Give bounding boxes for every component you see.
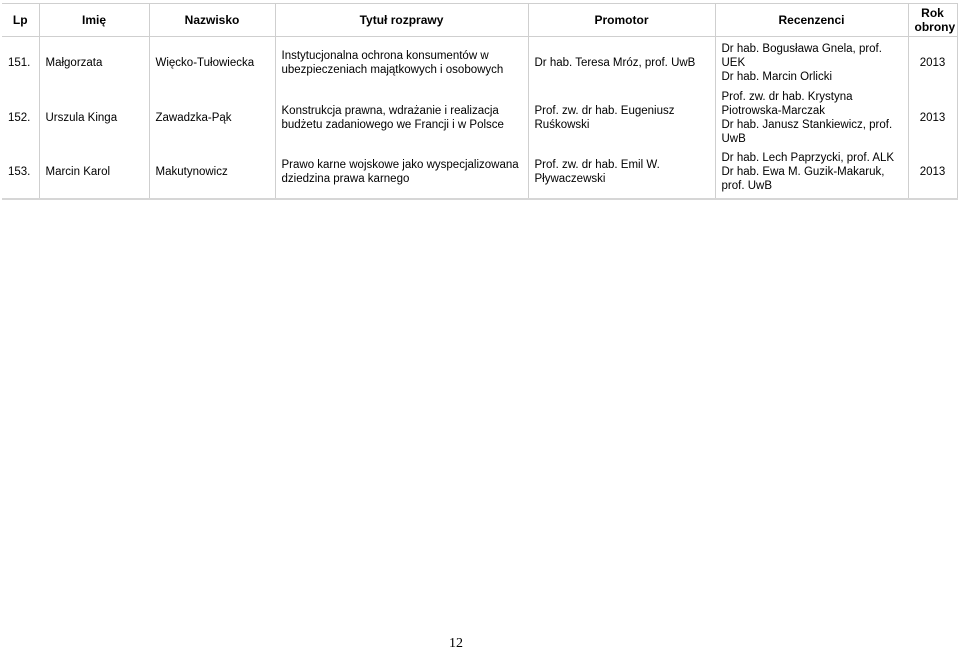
cell-recenzenci bbox=[715, 90, 908, 146]
header-rok-line2: obrony bbox=[914, 20, 956, 34]
reviewer: Dr hab. Janusz Stankiewicz, prof. UwB bbox=[721, 118, 893, 145]
cell-promotor: Prof. zw. dr hab. Emil W. Pływaczewski bbox=[528, 146, 715, 199]
cell-imie: Marcin Karol bbox=[39, 146, 149, 199]
header-promotor: Promotor bbox=[528, 4, 715, 37]
table-row bbox=[2, 146, 957, 199]
cell-promotor: Dr hab. Teresa Mróz, prof. UwB bbox=[528, 37, 715, 90]
header-rok-line1: Rok bbox=[921, 6, 944, 20]
reviewer: Dr hab. Ewa M. Guzik-Makaruk, prof. UwB bbox=[721, 165, 885, 192]
header-row bbox=[2, 4, 957, 37]
cell-recenzenci bbox=[715, 146, 908, 199]
cell-lp: 152. bbox=[2, 90, 39, 146]
header-tytul: Tytuł rozprawy bbox=[275, 4, 528, 37]
cell-rok: 2013 bbox=[908, 37, 957, 90]
header-lp: Lp bbox=[2, 4, 39, 37]
header-recenzenci: Recenzenci bbox=[715, 4, 908, 37]
cell-tytul: Prawo karne wojskowe jako wyspecjalizowana dziedzina prawa karnego bbox=[275, 146, 528, 199]
header-imie: Imię bbox=[39, 4, 149, 37]
cell-rok: 2013 bbox=[908, 146, 957, 199]
reviewer: Dr hab. Lech Paprzycki, prof. ALK bbox=[721, 151, 895, 164]
cell-rok: 2013 bbox=[908, 90, 957, 146]
cell-tytul: Konstrukcja prawna, wdrażanie i realizacja budżetu zadaniowego we Francji i w Polsce bbox=[275, 90, 528, 146]
cell-recenzenci bbox=[715, 37, 908, 90]
cell-nazwisko: Makutynowicz bbox=[149, 146, 275, 199]
cell-lp: 151. bbox=[2, 37, 39, 90]
table-row bbox=[2, 90, 957, 146]
reviewer: Dr hab. Marcin Orlicki bbox=[721, 71, 833, 84]
reviewer: Dr hab. Bogusława Gnela, prof. UEK bbox=[721, 43, 882, 70]
table-row bbox=[2, 37, 957, 90]
cell-promotor: Prof. zw. dr hab. Eugeniusz Ruśkowski bbox=[528, 90, 715, 146]
header-rok bbox=[908, 4, 957, 37]
reviewer: Prof. zw. dr hab. Krystyna Piotrowska-Marczak bbox=[721, 90, 853, 117]
header-nazwisko: Nazwisko bbox=[149, 4, 275, 37]
cell-imie: Małgorzata bbox=[39, 37, 149, 90]
cell-tytul: Instytucjonalna ochrona konsumentów w ubezpieczeniach majątkowych i osobowych bbox=[275, 37, 528, 90]
cell-nazwisko: Zawadzka-Pąk bbox=[149, 90, 275, 146]
page-number: 12 bbox=[449, 636, 463, 650]
cell-imie: Urszula Kinga bbox=[39, 90, 149, 146]
cell-lp: 153. bbox=[2, 146, 39, 199]
cell-nazwisko: Więcko-Tułowiecka bbox=[149, 37, 275, 90]
theses-table bbox=[2, 3, 958, 200]
